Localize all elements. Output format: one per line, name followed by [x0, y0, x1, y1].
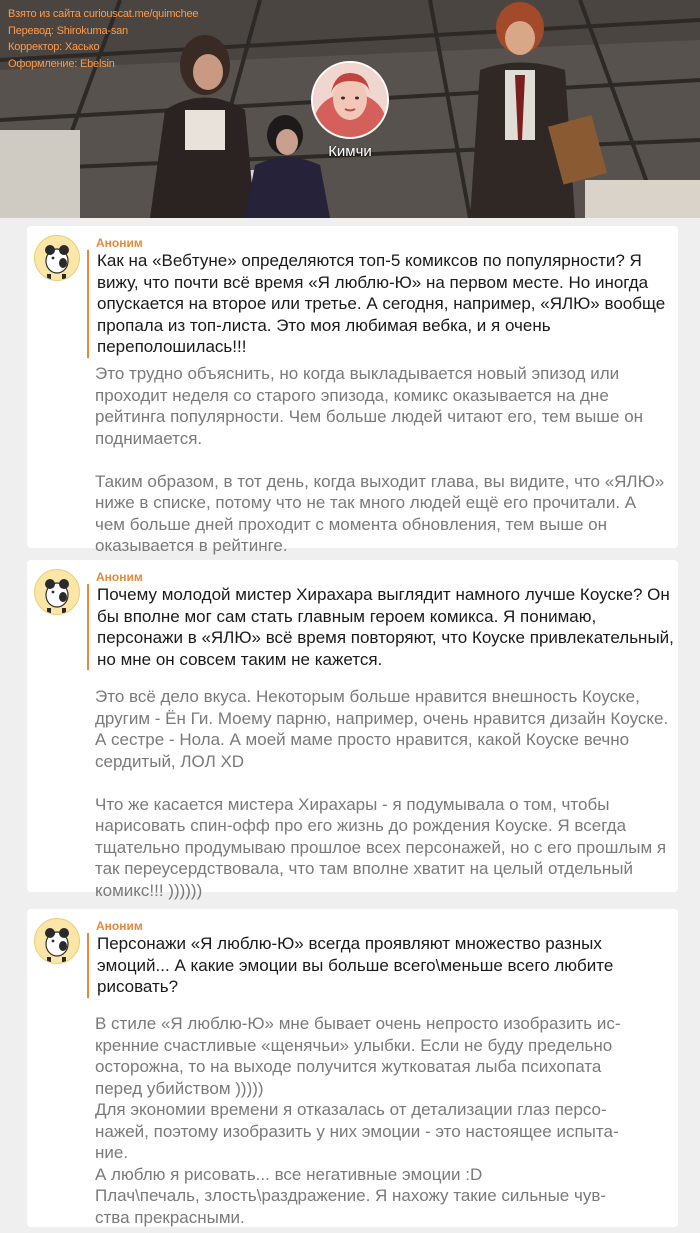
- qa-card: [27, 226, 678, 555]
- credit-translation: Перевод: Shirokuma-san: [8, 24, 128, 37]
- author-name[interactable]: Кимчи: [328, 143, 372, 160]
- qa-card: [27, 909, 678, 1227]
- answer-text: [95, 363, 670, 557]
- answer-line: ства прекрасными.: [95, 1207, 245, 1227]
- answer-line: ние.: [95, 1143, 129, 1162]
- answer-line: А люблю я рисовать... все негативные эмоции :D: [95, 1164, 483, 1184]
- question-text: Персонажи «Я люблю-Ю» всегда проявляют множество разных эмоций... А какие эмоции вы больше всего\меньше всего любите рисовать?: [87, 933, 677, 998]
- answer-line: Для экономии времени я отказалась от детализации глаз персо-: [95, 1100, 607, 1119]
- anonymous-avatar: [34, 918, 80, 964]
- answer-text: [95, 1013, 670, 1228]
- credits: [8, 6, 198, 72]
- answer-line: Плач\печаль, злость\раздражение. Я нахожу такие сильные чув-: [95, 1186, 607, 1205]
- question-text: Почему молодой мистер Хирахара выглядит намного лучше Коуске? Он бы вполне мог сам стать главным героем комикса. Я понимаю, персонажи в «ЯЛЮ» всё время повторяют, что Коуске привлекательный, но мне он совсем таким не кажется.: [87, 584, 677, 670]
- anonymous-avatar-icon: [35, 570, 79, 614]
- author-avatar[interactable]: [311, 61, 389, 139]
- answer-paragraph: Таким образом, в тот день, когда выходит глава, вы видите, что «ЯЛЮ» ниже в списке, потому что не так много людей ещё его прочитали. А чем больше дней проходит с момента обновления, тем выше он оказывается в рейтинге.: [95, 471, 665, 555]
- anonymous-avatar-icon: [35, 236, 79, 280]
- answer-paragraph: Что же касается мистера Хирахары - я подумывала о том, чтобы нарисовать спин-офф про его жизнь до рождения Коуске. Я всегда тщательно продумываю прошлое всех персонажей, но с его прошлым я так переусердствовала, что там вполне хватит на целый отдельный комикс!!! )))))): [95, 794, 667, 900]
- post-author: Аноним: [96, 570, 143, 584]
- answer-line: перед убийством ))))): [95, 1078, 264, 1098]
- author-photo: [313, 63, 387, 137]
- anonymous-avatar: [34, 569, 80, 615]
- anonymous-avatar-icon: [35, 919, 79, 963]
- question-text: Как на «Вебтуне» определяются топ-5 комиксов по популярности? Я вижу, что почти всё время «Я люблю-Ю» на первом месте. Но иногда опускается на второе или третье. А сегодня, например, «ЯЛЮ» вообще пропала из топ-листа. Это моя любимая вебка, и я очень переполошилась!!!: [87, 250, 677, 358]
- credit-design: Оформление: Ebelsin: [8, 57, 115, 70]
- header-banner: [0, 0, 700, 218]
- anonymous-avatar: [34, 235, 80, 281]
- answer-line: кренние счастливые «щенячьи» улыбки. Если не буду предельно: [95, 1035, 613, 1055]
- answer-line: нажей, поэтому изобразить у них эмоции - это настоящее испыта-: [95, 1121, 619, 1141]
- answer-line: В стиле «Я люблю-Ю» мне бывает очень непросто изобразить ис-: [95, 1014, 621, 1033]
- credit-source: Взято из сайта curiouscat.me/quimchee: [8, 8, 199, 20]
- answer-paragraph: Это трудно объяснить, но когда выкладывается новый эпизод или проходит неделя со старого эпизода, комикс оказывается на дне рейтинга популярности. Чем больше людей читают его, тем выше он поднимается.: [95, 364, 644, 448]
- answer-line: осторожна, то на выходе получится жутковатая лыба психопата: [95, 1057, 602, 1076]
- post-author: Аноним: [96, 919, 143, 933]
- credit-proofreading: Корректор: Хасько: [8, 41, 100, 53]
- answer-text: [95, 686, 670, 901]
- answer-paragraph: Это всё дело вкуса. Некоторым больше нравится внешность Коуске, другим - Ён Ги. Моему парню, например, очень нравится дизайн Коуске. А сестре - Нола. А моей маме просто нравится, какой Коуске вечно сердитый, ЛОЛ XD: [95, 687, 669, 771]
- post-author: Аноним: [96, 236, 143, 250]
- qa-card: [27, 560, 678, 900]
